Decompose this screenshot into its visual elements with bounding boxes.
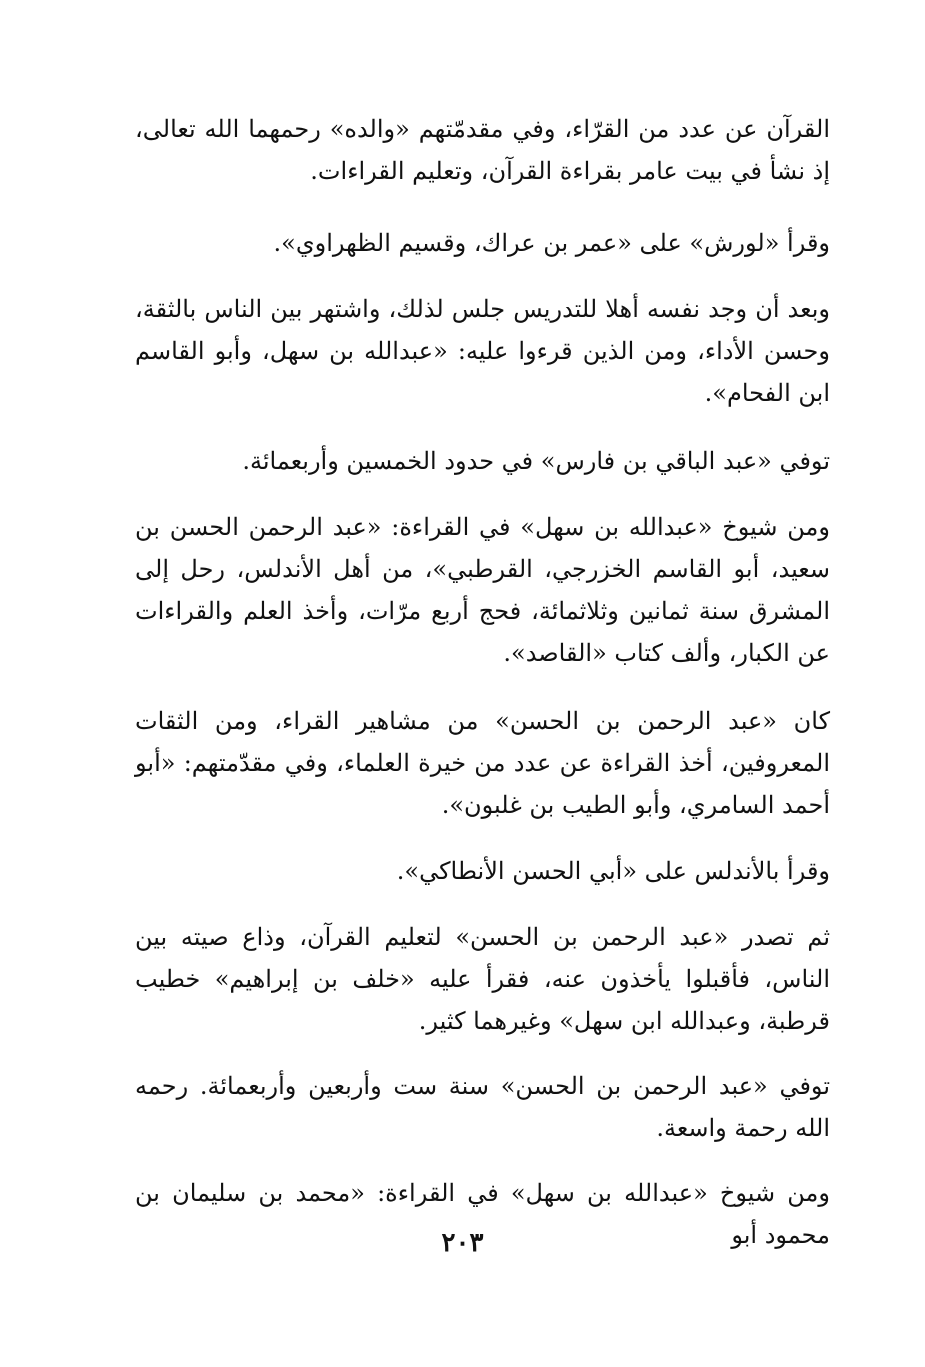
paragraph-3: وبعد أن وجد نفسه أهلا للتدريس جلس لذلك، واشتهر بين الناس بالثقة، وحسن الأداء، ومن الذين قرءوا عليه: «عبدالله بن سهل، وأبو القاسم ابن الفحام». — [135, 295, 830, 407]
paragraph-8: ثم تصدر «عبد الرحمن بن الحسن» لتعليم القرآن، وذاع صيته بين الناس، فأقبلوا يأخذون عنه، فقرأ عليه «خلف بن إبراهيم» خطيب قرطبة، وعبدالله ابن سهل» وغيرهما كثير. — [135, 923, 830, 1035]
paragraph-4: توفي «عبد الباقي بن فارس» في حدود الخمسين وأربعمائة. — [242, 447, 830, 475]
paragraph-5: ومن شيوخ «عبدالله بن سهل» في القراءة: «عبد الرحمن الحسن بن سعيد، أبو القاسم الخزرجي، القرطبي»، من أهل الأندلس، رحل إلى المشرق سنة ثمانين وثلاثمائة، فحج أربع مرّات، وأخذ العلم والقراءات عن الكبار، وألف كتاب «القاصد». — [135, 513, 830, 667]
paragraph-2: وقرأ «لورش» على «عمر بن عراك، وقسيم الظهراوي». — [273, 229, 830, 257]
paragraph-7: وقرأ بالأندلس على «أبي الحسن الأنطاكي». — [396, 857, 830, 885]
page-number: ٢٠٣ — [441, 1228, 484, 1258]
paragraph-10: ومن شيوخ «عبدالله بن سهل» في القراءة: «محمد بن سليمان بن محمود أبو — [135, 1179, 830, 1249]
paragraph-6: كان «عبد الرحمن بن الحسن» من مشاهير القراء، ومن الثقات المعروفين، أخذ القراءة عن عدد من خيرة العلماء، وفي مقدّمتهم: «أبو أحمد السامري، وأبو الطيب بن غلبون». — [135, 707, 830, 819]
paragraph-1: القرآن عن عدد من القرّاء، وفي مقدمّتهم «والده» رحمهما الله تعالى، إذ نشأ في بيت عامر بقراءة القرآن، وتعليم القراءات. — [135, 115, 830, 185]
paragraph-9: توفي «عبد الرحمن بن الحسن» سنة ست وأربعين وأربعمائة. رحمه الله رحمة واسعة. — [135, 1072, 830, 1142]
